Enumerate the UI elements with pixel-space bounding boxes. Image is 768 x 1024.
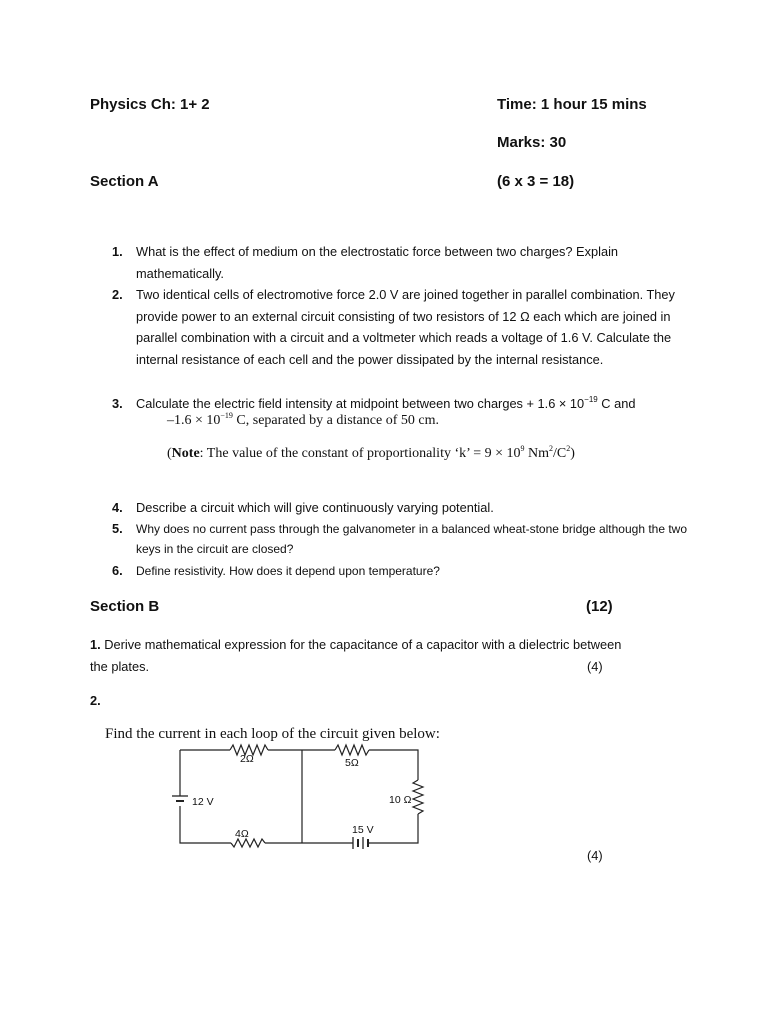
subject-title: Physics Ch: 1+ 2 (90, 96, 210, 113)
label-15v: 15 V (352, 824, 374, 836)
section-b-question-2-number: 2. (90, 693, 101, 708)
time-label: Time: 1 hour 15 mins (497, 96, 647, 113)
resistor-4-ohm (231, 839, 265, 847)
section-b-scheme: (12) (586, 598, 613, 615)
question-number: 3. (112, 396, 123, 411)
section-b-title: Section B (90, 598, 160, 615)
question-number: 5. (112, 521, 123, 536)
question-text: Describe a circuit which will give continuously varying potential. (136, 500, 494, 515)
battery-15v (353, 837, 370, 849)
marks-label: Marks: 30 (497, 134, 567, 151)
section-a-scheme: (6 x 3 = 18) (497, 173, 575, 190)
wire (370, 814, 418, 843)
section-b-question-1: 1. Derive mathematical expression for the capacitance of a capacitor with a dielectric between (90, 637, 622, 652)
wire (180, 806, 231, 843)
question-number: 4. (112, 500, 123, 515)
resistor-10-ohm (413, 780, 423, 814)
question-number: 2. (112, 287, 123, 302)
label-10-ohm: 10 Ω (389, 794, 412, 806)
circuit-diagram (160, 740, 440, 860)
section-b-question-1-line2: the plates. (90, 659, 150, 674)
question-text: Why does no current pass through the galvanometer in a balanced wheat-stone bridge although the two keys in the circuit are closed? (136, 522, 688, 556)
question-marks: (4) (587, 848, 603, 863)
question-marks: (4) (587, 659, 603, 674)
question-text: Calculate the electric field intensity at midpoint between two charges + $1.6 \times 10^{-19}$ C and (136, 395, 636, 411)
question-number: 1. (112, 244, 123, 259)
label-2-ohm: 2Ω (240, 753, 254, 765)
label-12v: 12 V (192, 796, 214, 808)
label-4-ohm: 4Ω (235, 828, 249, 840)
question-text-line2: $-1.6 \times 10^{-19}$ C, separated by a distance of 50 cm. (167, 411, 439, 428)
question-text: Define resistivity. How does it depend upon temperature? (136, 564, 440, 578)
question-text: Two identical cells of electromotive force 2.0 V are joined together in parallel combination. They provide power to an external circuit consisting of two resistors of 12 Ω each which are joined in parallel combination with a circuit and a voltmeter which reads a voltage of 1.6 V. Calculate the internal resistance of each cell and the power dissipated by the internal resistance. (136, 287, 675, 367)
question-text: What is the effect of medium on the electrostatic force between two charges? Explain mathematically. (136, 244, 619, 281)
diagram-title: Find the current in each loop of the circuit given below: (105, 726, 440, 742)
label-5-ohm: 5Ω (345, 757, 359, 769)
wire (369, 750, 418, 780)
question-note: (Note: The value of the constant of proportionality ‘k’ = $9 \times 10^9$ $Nm^2/C^2$) (167, 444, 575, 461)
section-a-title: Section A (90, 173, 159, 190)
question-number: 6. (112, 563, 123, 578)
battery-12v (172, 796, 188, 801)
resistor-5-ohm (335, 745, 369, 755)
